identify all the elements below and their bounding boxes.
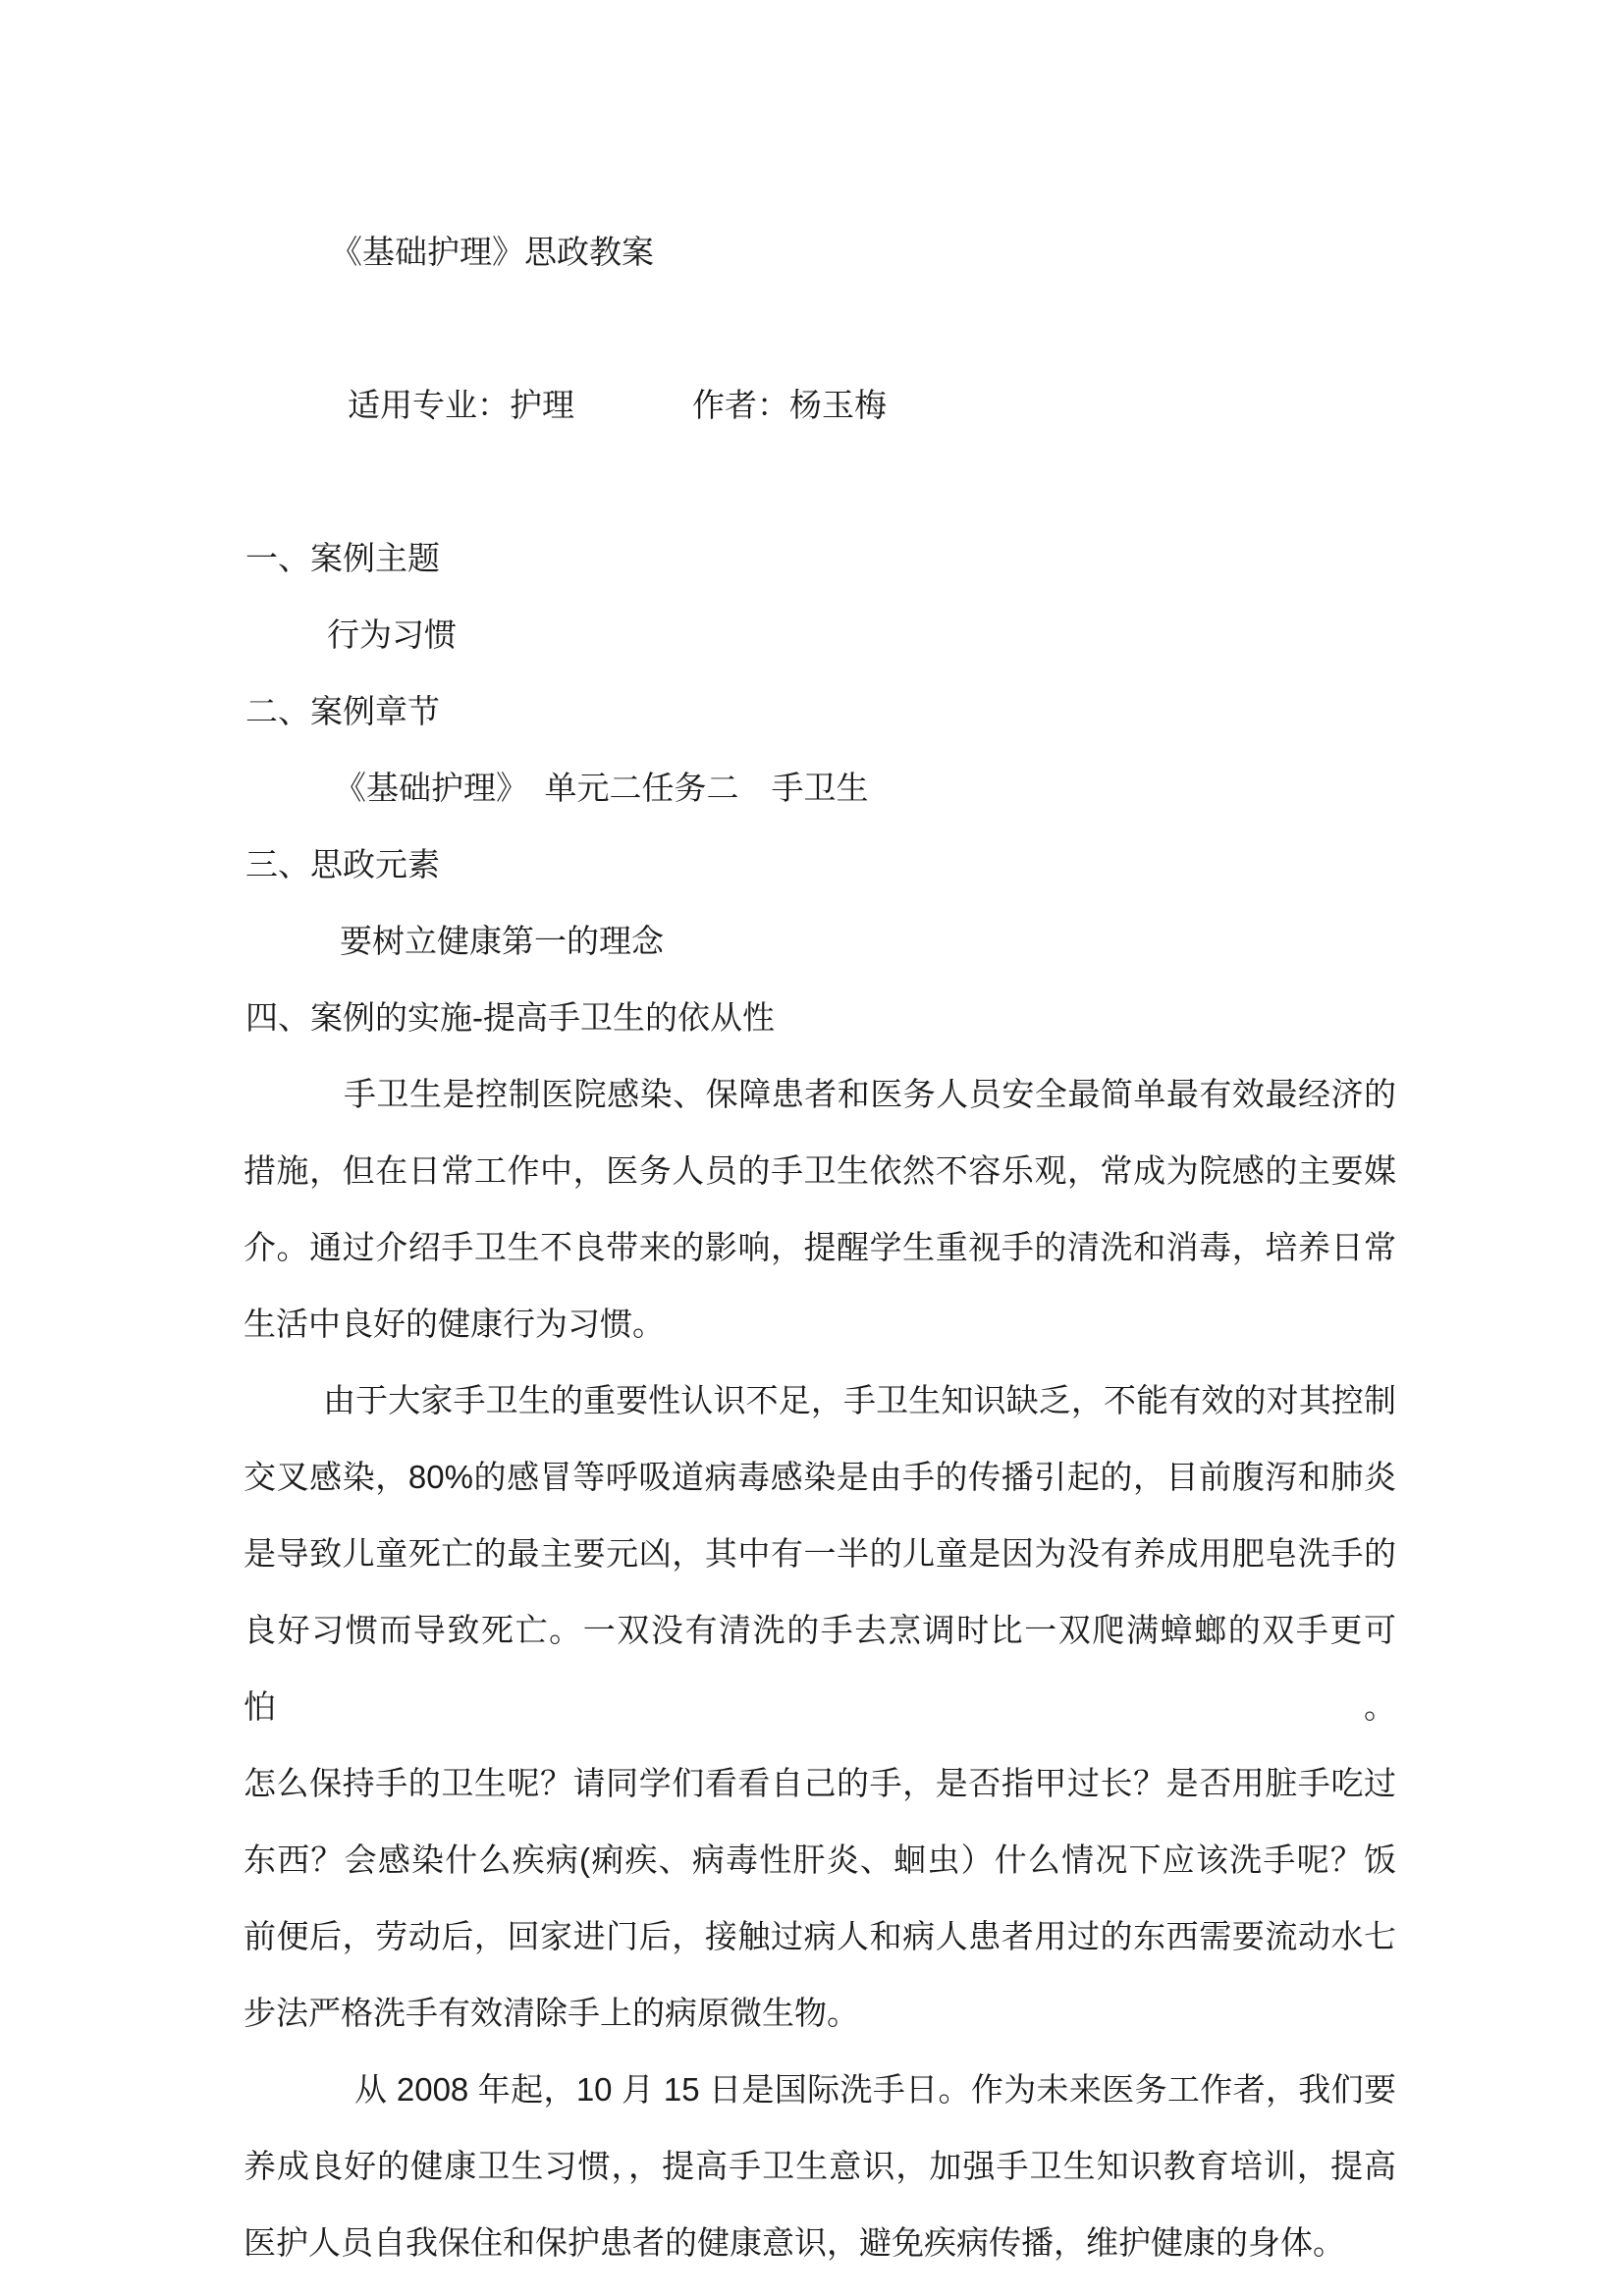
paragraph-2-line-1: 由于大家手卫生的重要性认识不足，手卫生知识缺乏，不能有效的对其控制	[323, 1382, 1396, 1418]
paragraph-1-line-2: 措施，但在日常工作中，医务人员的手卫生依然不容乐观，常成为院感的主要媒	[244, 1152, 1396, 1189]
paragraph-1-line-3: 介。通过介绍手卫生不良带来的影响，提醒学生重视手的清洗和消毒，培养日常	[244, 1229, 1396, 1265]
section-sub-case-chapter: 《基础护理》 单元二任务二 手卫生	[334, 770, 869, 806]
meta-major: 适用专业：护理	[348, 387, 575, 423]
paragraph-2-line-7: 前便后，劳动后，回家进门后，接触过病人和病人患者用过的东西需要流动水七	[244, 1918, 1396, 1954]
paragraph-2-line-6: 东西？会感染什么疾病(痢疾、病毒性肝炎、蛔虫）什么情况下应该洗手呢？饭	[244, 1842, 1396, 1878]
document-title: 《基础护理》思政教案	[330, 234, 654, 270]
paragraph-1-line-4: 生活中良好的健康行为习惯。	[244, 1306, 665, 1342]
paragraph-2-line-4: 良好习惯而导致死亡。一双没有清洗的手去烹调时比一双爬满蟑螂的双手更可怕。	[244, 1612, 1396, 1725]
paragraph-2-line-2: 交叉感染，80%的感冒等呼吸道病毒感染是由手的传播引起的，目前腹泻和肺炎	[244, 1459, 1396, 1495]
paragraph-2-line-8: 步法严格洗手有效清除手上的病原微生物。	[244, 1995, 859, 2031]
section-heading-case-chapter: 二、案例章节	[245, 693, 440, 729]
paragraph-3-line-1: 从 2008 年起，10 月 15 日是国际洗手日。作为未来医务工作者，我们要	[354, 2071, 1396, 2108]
document-meta-line	[244, 291, 1396, 520]
section-heading-case-implementation: 四、案例的实施-提高手卫生的依从性	[245, 999, 775, 1036]
section-sub-case-theme: 行为习惯	[327, 616, 457, 653]
section-heading-case-theme: 一、案例主题	[245, 540, 440, 576]
paragraph-2-line-5: 怎么保持手的卫生呢？请同学们看看自己的手，是否指甲过长？是否用脏手吃过	[244, 1765, 1396, 1801]
paragraph-2-line-3: 是导致儿童死亡的最主要元凶，其中有一半的儿童是因为没有养成用肥皂洗手的	[244, 1535, 1396, 1572]
section-sub-ideology-elements: 要树立健康第一的理念	[340, 923, 664, 959]
paragraph-3-line-2: 养成良好的健康卫生习惯，，提高手卫生意识，加强手卫生知识教育培训，提高	[244, 2148, 1396, 2184]
document-content	[244, 214, 1396, 2281]
meta-author: 作者：杨玉梅	[692, 387, 888, 423]
paragraph-3-line-3: 医护人员自我保住和保护患者的健康意识，避免疾病传播，维护健康的身体。	[244, 2224, 1345, 2261]
section-heading-ideology-elements: 三、思政元素	[245, 846, 440, 882]
case-implementation-body	[244, 1056, 1396, 2281]
paragraph-1-line-1: 手卫生是控制医院感染、保障患者和医务人员安全最简单最有效最经济的	[344, 1076, 1396, 1112]
